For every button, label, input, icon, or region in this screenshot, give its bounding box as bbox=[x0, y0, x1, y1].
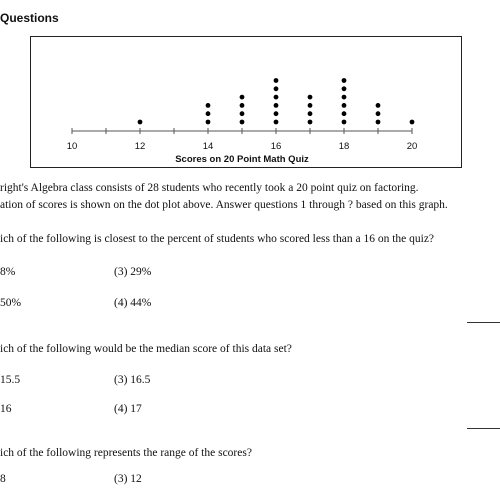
question-1-option-a: 8% bbox=[0, 266, 16, 278]
data-dot bbox=[342, 78, 347, 83]
question-3-option-3: (3) 12 bbox=[114, 473, 142, 485]
data-dot bbox=[206, 120, 211, 125]
x-tick-label: 14 bbox=[202, 141, 214, 152]
data-dot bbox=[274, 95, 279, 100]
data-dot bbox=[206, 103, 211, 108]
data-dot bbox=[376, 120, 381, 125]
data-dot bbox=[240, 103, 245, 108]
data-dot bbox=[274, 103, 279, 108]
data-dot bbox=[240, 120, 245, 125]
dot-plot-frame bbox=[30, 36, 462, 168]
data-dot bbox=[308, 95, 313, 100]
data-dot bbox=[274, 111, 279, 116]
question-2-text: ich of the following would be the median score of this data set? bbox=[0, 343, 292, 355]
intro-line-1: right's Algebra class consists of 28 students who recently took a 20 point quiz on factoring. bbox=[0, 182, 419, 194]
data-dot bbox=[274, 120, 279, 125]
x-tick-label: 12 bbox=[134, 141, 146, 152]
question-2-option-c: 16 bbox=[0, 403, 12, 415]
dot-plot bbox=[31, 37, 461, 167]
question-2-option-4: (4) 17 bbox=[114, 403, 142, 415]
data-dot bbox=[308, 111, 313, 116]
question-1-option-4: (4) 44% bbox=[114, 297, 152, 309]
question-3-text: ich of the following represents the range of the scores? bbox=[0, 447, 252, 459]
data-dot bbox=[240, 111, 245, 116]
x-tick-label: 20 bbox=[406, 141, 418, 152]
data-dot bbox=[274, 78, 279, 83]
page-heading: Questions bbox=[0, 11, 59, 25]
question-1-text: ich of the following is closest to the percent of students who scored less than a 16 on the quiz? bbox=[0, 233, 435, 245]
question-1-option-c: 50% bbox=[0, 297, 22, 309]
question-2-option-3: (3) 16.5 bbox=[114, 374, 151, 386]
x-tick-label: 10 bbox=[66, 141, 78, 152]
data-dot bbox=[138, 120, 143, 125]
data-dot bbox=[206, 111, 211, 116]
data-dot bbox=[308, 103, 313, 108]
data-dot bbox=[342, 103, 347, 108]
answer-blank-2[interactable] bbox=[467, 428, 500, 429]
data-dot bbox=[240, 95, 245, 100]
answer-blank-1[interactable] bbox=[467, 322, 500, 323]
x-axis-label: Scores on 20 Point Math Quiz bbox=[175, 154, 309, 165]
intro-line-2: ation of scores is shown on the dot plot above. Answer questions 1 through ? based on this graph. bbox=[0, 199, 448, 211]
question-2-option-a: 15.5 bbox=[0, 374, 21, 386]
data-dot bbox=[376, 111, 381, 116]
question-1-option-3: (3) 29% bbox=[114, 266, 152, 278]
data-dot bbox=[342, 95, 347, 100]
data-dot bbox=[342, 120, 347, 125]
question-3-option-a: 8 bbox=[0, 473, 6, 485]
data-dot bbox=[342, 86, 347, 91]
data-dot bbox=[376, 103, 381, 108]
data-dot bbox=[308, 120, 313, 125]
data-dot bbox=[342, 111, 347, 116]
x-tick-label: 18 bbox=[338, 141, 350, 152]
data-dot bbox=[410, 120, 415, 125]
x-tick-label: 16 bbox=[270, 141, 282, 152]
data-dot bbox=[274, 86, 279, 91]
